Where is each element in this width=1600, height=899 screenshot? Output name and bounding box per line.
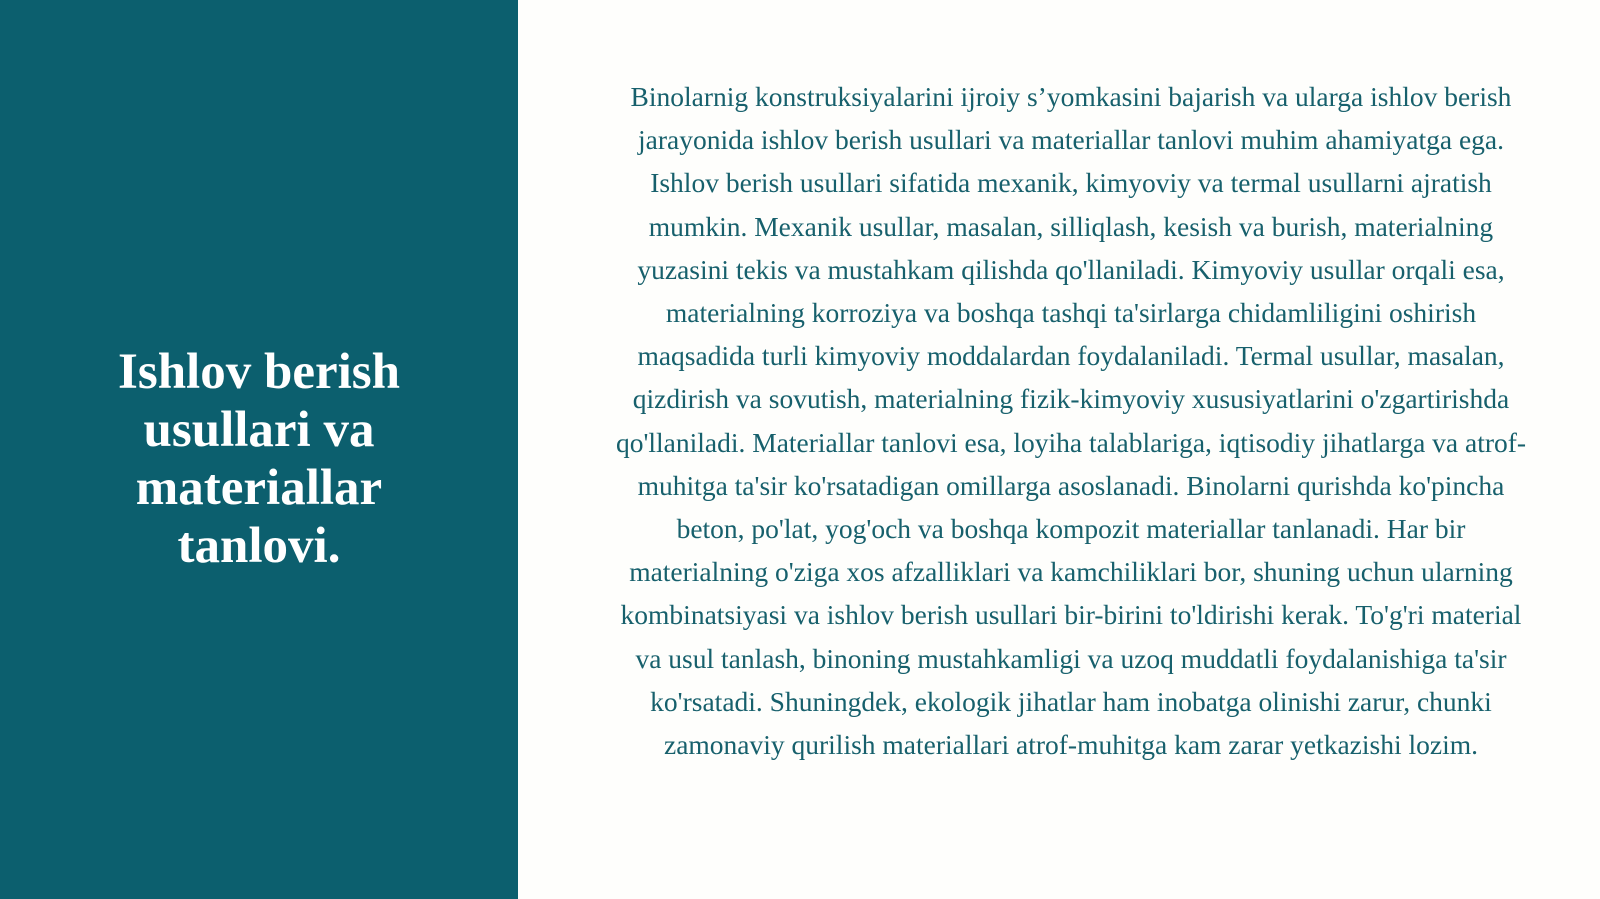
slide-title: Ishlov berish usullari va materiallar tanlovi.: [118, 343, 400, 574]
body-paragraph: Binolarnig konstruksiyalarini ijroiy s’yomkasini bajarish va ularga ishlov berish jarayonida ishlov berish usullari va materiallar tanlovi muhim ahamiyatga ega. Ishlov berish usullari sifatida mexanik, kimyoviy va termal usullarni ajratish mumkin. Mexanik usullar, masalan, silliqlash, kesish va burish, materialning yuzasini tekis va mustahkam qilishda qo'llaniladi. Kimyoviy usullar orqali esa, materialning korroziya va boshqa tashqi ta'sirlarga chidamliligini oshirish maqsadida turli kimyoviy moddalardan foydalaniladi. Termal usullar, masalan, qizdirish va sovutish, materialning fizik-kimyoviy xususiyatlarini o'zgartirishda qo'llaniladi. Materiallar tanlovi esa, loyiha talablariga, iqtisodiy jihatlarga va atrof-muhitga ta'sir ko'rsatadigan omillarga asoslanadi. Binolarni qurishda ko'pincha beton, po'lat, yog'och va boshqa kompozit materiallar tanlanadi. Har bir materialning o'ziga xos afzalliklari va kamchiliklari bor, shuning uchun ularning kombinatsiyasi va ishlov berish usullari bir-birini to'ldirishi kerak. To'g'ri material va usul tanlash, binoning mustahkamligi va uzoq muddatli foydalanishiga ta'sir ko'rsatadi. Shuningdek, ekologik jihatlar ham inobatga olinishi zarur, chunki zamonaviy qurilish materiallari atrof-muhitga kam zarar yetkazishi lozim.: [615, 81, 1527, 761]
title-panel: [0, 0, 518, 899]
content-panel: [518, 0, 1600, 899]
